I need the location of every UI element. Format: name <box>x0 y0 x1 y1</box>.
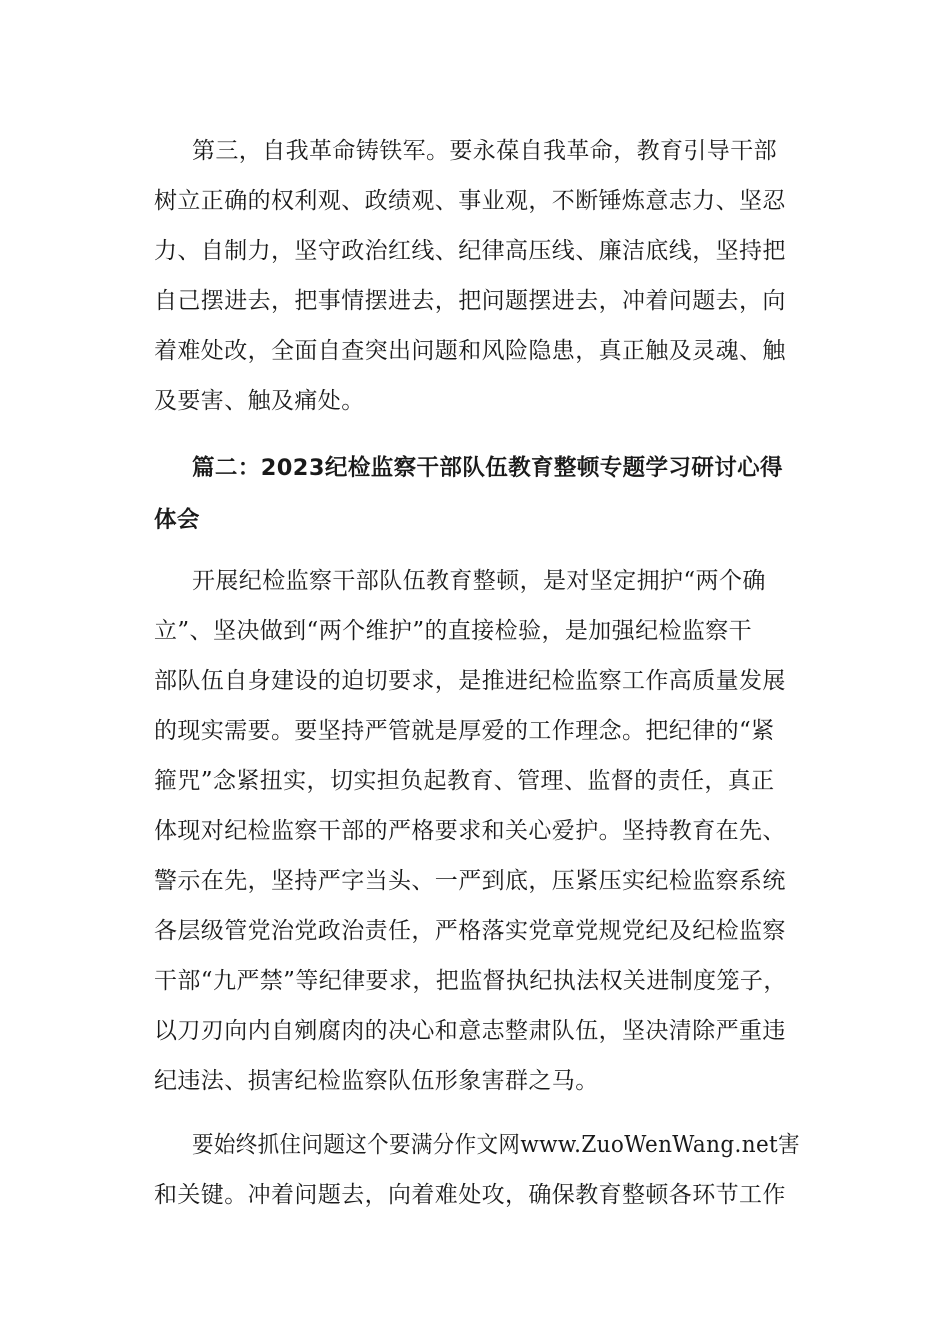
paragraph-3-line-1: 要始终抓住问题这个要满分作文网www.ZuoWenWang.net害 <box>192 1132 800 1158</box>
paragraph-2-line-7: 警示在先，坚持严字当头、一严到底，压紧压实纪检监察系统 <box>154 868 786 894</box>
section-heading-line-1: 篇二：2023纪检监察干部队伍教育整顿专题学习研讨心得 <box>192 455 783 481</box>
paragraph-2-line-6: 体现对纪检监察干部的严格要求和关心爱护。坚持教育在先、 <box>154 818 786 844</box>
paragraph-2-line-9: 干部“九严禁”等纪律要求，把监督执纪执法权关进制度笼子， <box>154 968 787 994</box>
paragraph-2-line-2: 立”、坚决做到“两个维护”的直接检验，是加强纪检监察干 <box>154 618 753 644</box>
paragraph-2-line-8: 各层级管党治党政治责任，严格落实党章党规党纪及纪检监察 <box>154 918 786 944</box>
paragraph-1-line-2: 树立正确的权利观、政绩观、事业观，不断锤炼意志力、坚忍 <box>154 188 786 214</box>
paragraph-1-line-4: 自己摆进去，把事情摆进去，把问题摆进去，冲着问题去，向 <box>154 288 786 314</box>
paragraph-1-line-3: 力、自制力，坚守政治红线、纪律高压线、廉洁底线，坚持把 <box>154 238 786 264</box>
paragraph-2-line-1: 开展纪检监察干部队伍教育整顿，是对坚定拥护“两个确 <box>192 568 766 594</box>
paragraph-3-line-2: 和关键。冲着问题去，向着难处攻，确保教育整顿各环节工作 <box>154 1182 786 1208</box>
paragraph-2-line-10: 以刀刃向内自剜腐肉的决心和意志整肃队伍，坚决清除严重违 <box>154 1018 786 1044</box>
paragraph-1-line-5: 着难处改，全面自查突出问题和风险隐患，真正触及灵魂、触 <box>154 338 786 364</box>
paragraph-1-line-1: 第三，自我革命铸铁军。要永葆自我革命，教育引导干部 <box>192 138 777 164</box>
paragraph-2-line-11: 纪违法、损害纪检监察队伍形象害群之马。 <box>154 1068 599 1094</box>
paragraph-2-line-4: 的现实需要。要坚持严管就是厚爱的工作理念。把纪律的“紧 <box>154 718 775 744</box>
paragraph-1-line-6: 及要害、触及痛处。 <box>154 388 365 414</box>
paragraph-2-line-5: 箍咒”念紧扭实，切实担负起教育、管理、监督的责任，真正 <box>154 768 775 794</box>
paragraph-2-line-3: 部队伍自身建设的迫切要求，是推进纪检监察工作高质量发展 <box>154 668 786 694</box>
section-heading-line-2: 体会 <box>154 507 200 533</box>
